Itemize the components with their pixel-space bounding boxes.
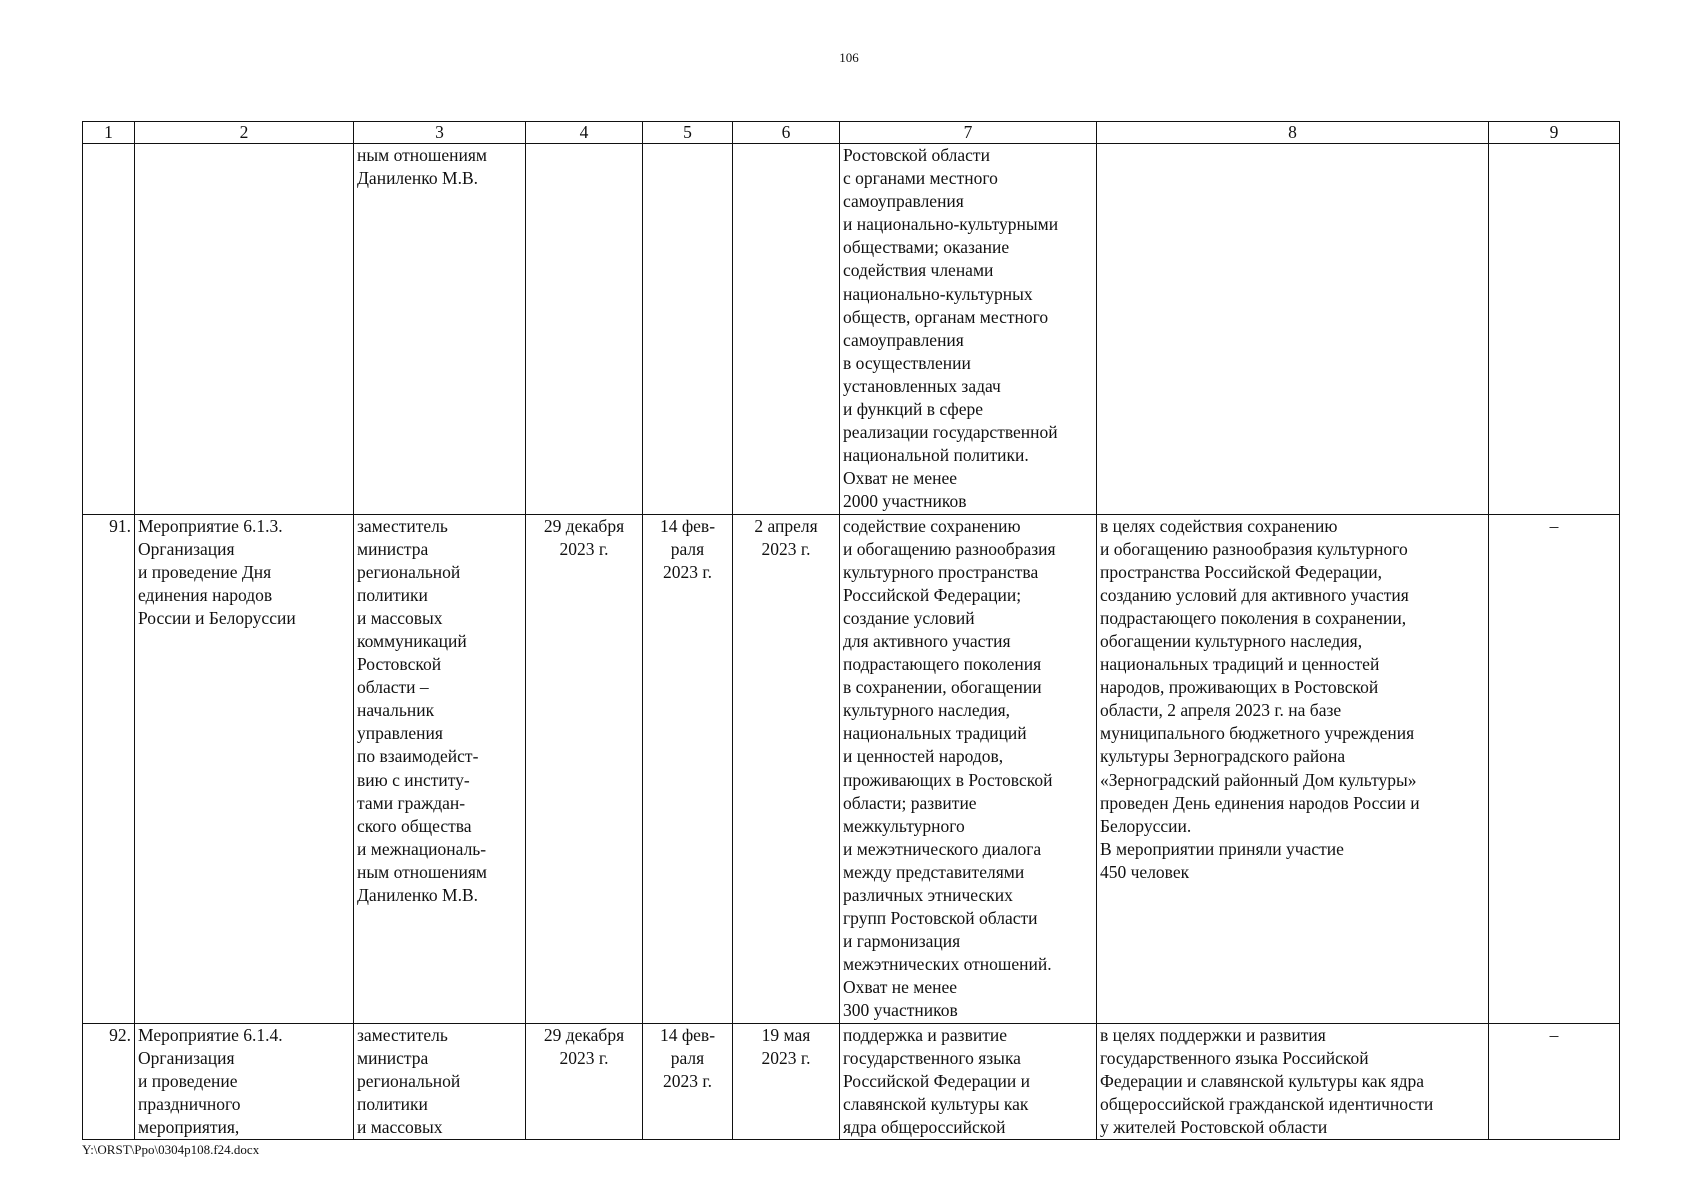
text-line: Даниленко М.В.	[357, 168, 479, 189]
text-line: 14 фев-	[659, 1024, 716, 1045]
text-line: министра	[357, 538, 429, 559]
row-number	[83, 144, 135, 515]
expected-result-cell	[840, 144, 1097, 515]
text-line: культуры Зерноградского района	[1100, 746, 1346, 767]
text-line: 2023 г.	[663, 1070, 712, 1091]
actual-date-cell	[733, 514, 840, 1023]
text-line: 29 декабря	[543, 515, 625, 536]
text-line: в сохранении, обогащении	[843, 677, 1042, 698]
column-header: 1	[83, 122, 135, 144]
text-line: региональной	[357, 561, 461, 582]
start-date-cell	[643, 1023, 733, 1139]
text-line: культурного наследия,	[843, 700, 1011, 721]
column-header: 3	[354, 122, 526, 144]
text-line: самоуправления	[843, 191, 964, 212]
text-line: народов, проживающих в Ростовской	[1100, 677, 1379, 698]
text-line: России и Белоруссии	[138, 607, 296, 628]
text-line: Организация	[138, 538, 235, 559]
text-line: с органами местного	[843, 168, 998, 189]
text-line: в осуществлении	[843, 352, 971, 373]
table-row	[83, 514, 1620, 1023]
text-line: у жителей Ростовской области	[1100, 1116, 1328, 1137]
event-cell	[135, 144, 354, 515]
text-line: национальной политики.	[843, 445, 1029, 466]
page-number: 106	[839, 50, 859, 65]
text-line: 300 участников	[843, 1000, 958, 1021]
text-line: обществ, органам местного	[843, 306, 1049, 327]
text-line: ского общества	[357, 815, 472, 836]
column-header: 7	[840, 122, 1097, 144]
text-line: и обогащению разнообразия	[843, 538, 1056, 559]
text-line: 2 апреля	[754, 515, 818, 536]
text-line: 450 человек	[1100, 861, 1190, 882]
plan-date-cell	[526, 1023, 643, 1139]
text-line: и проведение Дня	[138, 561, 272, 582]
text-line: ным отношениям	[357, 861, 487, 882]
text-line: созданию условий для активного участия	[1100, 584, 1409, 605]
start-date-cell	[643, 514, 733, 1023]
text-line: 2000 участников	[843, 491, 967, 512]
text-line: подрастающего поколения	[843, 654, 1042, 675]
text-line: между представителями	[843, 861, 1025, 882]
text-line: и массовых	[357, 1116, 443, 1137]
text-line: пространства Российской Федерации,	[1100, 561, 1383, 582]
text-line: в целях содействия сохранению	[1100, 515, 1338, 536]
text-line: единения народов	[138, 584, 273, 605]
note-cell	[1489, 144, 1620, 515]
text-line: культурного пространства	[843, 561, 1039, 582]
text-line: В мероприятии приняли участие	[1100, 838, 1344, 859]
text-line: реализации государственной	[843, 422, 1058, 443]
text-line: 19 мая	[761, 1024, 811, 1045]
text-line: 2023 г.	[559, 1047, 609, 1068]
table-row	[83, 1023, 1620, 1139]
actual-result-cell	[1097, 1023, 1489, 1139]
text-line: праздничного	[138, 1093, 241, 1114]
text-line: Мероприятие 6.1.3.	[138, 515, 283, 536]
text-line: Даниленко М.В.	[357, 885, 479, 905]
actual-date-cell	[733, 1023, 840, 1139]
actual-result-cell	[1097, 144, 1489, 515]
expected-result-cell	[840, 1023, 1097, 1139]
text-line: содействие сохранению	[843, 515, 1021, 536]
text-line: общероссийской гражданской идентичности	[1100, 1093, 1434, 1114]
text-line: Российской Федерации;	[843, 584, 1022, 605]
text-line: национальных традиций и ценностей	[1100, 654, 1380, 675]
text-line: политики	[357, 1093, 428, 1114]
text-line: заместитель	[357, 1024, 448, 1045]
text-line: министра	[357, 1047, 429, 1068]
footer-file-path: Y:\ORST\Ppo\0304p108.f24.docx	[82, 1142, 260, 1157]
column-header: 4	[526, 122, 643, 144]
plan-date-cell	[526, 144, 643, 515]
text-line: области; развитие	[843, 792, 977, 813]
start-date-cell	[643, 144, 733, 515]
text-line: и гармонизация	[843, 931, 961, 952]
text-line: заместитель	[357, 515, 448, 536]
text-line: 29 декабря	[543, 1024, 625, 1045]
text-line: области, 2 апреля 2023 г. на базе	[1100, 700, 1342, 721]
text-line: 2023 г.	[663, 561, 712, 582]
text-line: Мероприятие 6.1.4.	[138, 1024, 283, 1045]
text-line: Российской Федерации и	[843, 1070, 1031, 1091]
text-line: Организация	[138, 1047, 235, 1068]
text-line: по взаимодейст-	[357, 746, 479, 767]
text-line: поддержка и развитие	[843, 1024, 1007, 1045]
responsible-cell	[354, 144, 526, 515]
text-line: национально-культурных	[843, 283, 1033, 304]
text-line: 2023 г.	[559, 538, 609, 559]
text-line: и обогащению разнообразия культурного	[1100, 538, 1408, 559]
text-line: 14 фев-	[659, 515, 716, 536]
event-cell	[135, 514, 354, 1023]
text-line: и межэтнического диалога	[843, 838, 1042, 859]
text-line: коммуникаций	[357, 630, 467, 651]
text-line: Ростовской	[357, 654, 442, 675]
text-line: региональной	[357, 1070, 461, 1091]
text-line: самоуправления	[843, 329, 964, 350]
text-line: Федерации и славянской культуры как ядра	[1100, 1070, 1425, 1091]
text-line: содействия членами	[843, 260, 994, 281]
text-line: политики	[357, 584, 428, 605]
text-line: и национально-культурными	[843, 214, 1059, 235]
text-line: обществами; оказание	[843, 237, 1010, 258]
row-number: 91.	[83, 514, 135, 1023]
responsible-cell	[354, 514, 526, 1023]
table-row	[83, 144, 1620, 515]
report-table	[82, 121, 1620, 1140]
text-line: и межнациональ-	[357, 838, 487, 859]
text-line: проведен День единения народов России и	[1100, 792, 1420, 813]
responsible-cell	[354, 1023, 526, 1139]
text-line: начальник	[357, 700, 435, 721]
text-line: муниципального бюджетного учреждения	[1100, 723, 1415, 744]
text-line: управления	[357, 723, 443, 744]
text-line: подрастающего поколения в сохранении,	[1100, 607, 1407, 628]
text-line: раля	[670, 1047, 705, 1068]
text-line: для активного участия	[843, 630, 1011, 651]
note-cell: –	[1489, 514, 1620, 1023]
text-line: Ростовской области	[843, 145, 990, 165]
text-line: и ценностей народов,	[843, 746, 1004, 767]
text-line: раля	[670, 538, 705, 559]
text-line: Белоруссии.	[1100, 815, 1192, 836]
text-line: «Зерноградский районный Дом культуры»	[1100, 769, 1417, 790]
column-header: 9	[1489, 122, 1620, 144]
text-line: Охват не менее	[843, 468, 958, 489]
text-line: установленных задач	[843, 375, 1001, 396]
text-line: славянской культуры как	[843, 1093, 1029, 1114]
text-line: межэтнических отношений.	[843, 954, 1052, 975]
text-line: межкультурного	[843, 815, 965, 836]
text-line: и массовых	[357, 607, 443, 628]
note-cell: –	[1489, 1023, 1620, 1139]
text-line: создание условий	[843, 607, 975, 628]
text-line: различных этнических	[843, 885, 1013, 905]
expected-result-cell	[840, 514, 1097, 1023]
actual-date-cell	[733, 144, 840, 515]
text-line: национальных традиций	[843, 723, 1027, 744]
row-number: 92.	[83, 1023, 135, 1139]
text-line: проживающих в Ростовской	[843, 769, 1053, 790]
event-cell	[135, 1023, 354, 1139]
column-header: 5	[643, 122, 733, 144]
column-number-header	[83, 122, 1620, 144]
text-line: государственного языка Российской	[1100, 1047, 1369, 1068]
text-line: вию с институ-	[357, 769, 470, 790]
text-line: мероприятия,	[138, 1116, 240, 1137]
text-line: групп Ростовской области	[843, 908, 1038, 929]
column-header: 6	[733, 122, 840, 144]
text-line: 2023 г.	[761, 1047, 811, 1068]
text-line: и функций в сфере	[843, 399, 983, 420]
actual-result-cell	[1097, 514, 1489, 1023]
text-line: государственного языка	[843, 1047, 1021, 1068]
text-line: в целях поддержки и развития	[1100, 1024, 1326, 1045]
text-line: 2023 г.	[761, 538, 811, 559]
text-line: ядра общероссийской	[843, 1116, 1006, 1137]
text-line: обогащении культурного наследия,	[1100, 630, 1363, 651]
text-line: и проведение	[138, 1070, 238, 1091]
plan-date-cell	[526, 514, 643, 1023]
text-line: тами граждан-	[357, 792, 466, 813]
text-line: ным отношениям	[357, 145, 487, 165]
column-header: 2	[135, 122, 354, 144]
text-line: области –	[357, 677, 429, 698]
column-header: 8	[1097, 122, 1489, 144]
text-line: Охват не менее	[843, 977, 958, 998]
